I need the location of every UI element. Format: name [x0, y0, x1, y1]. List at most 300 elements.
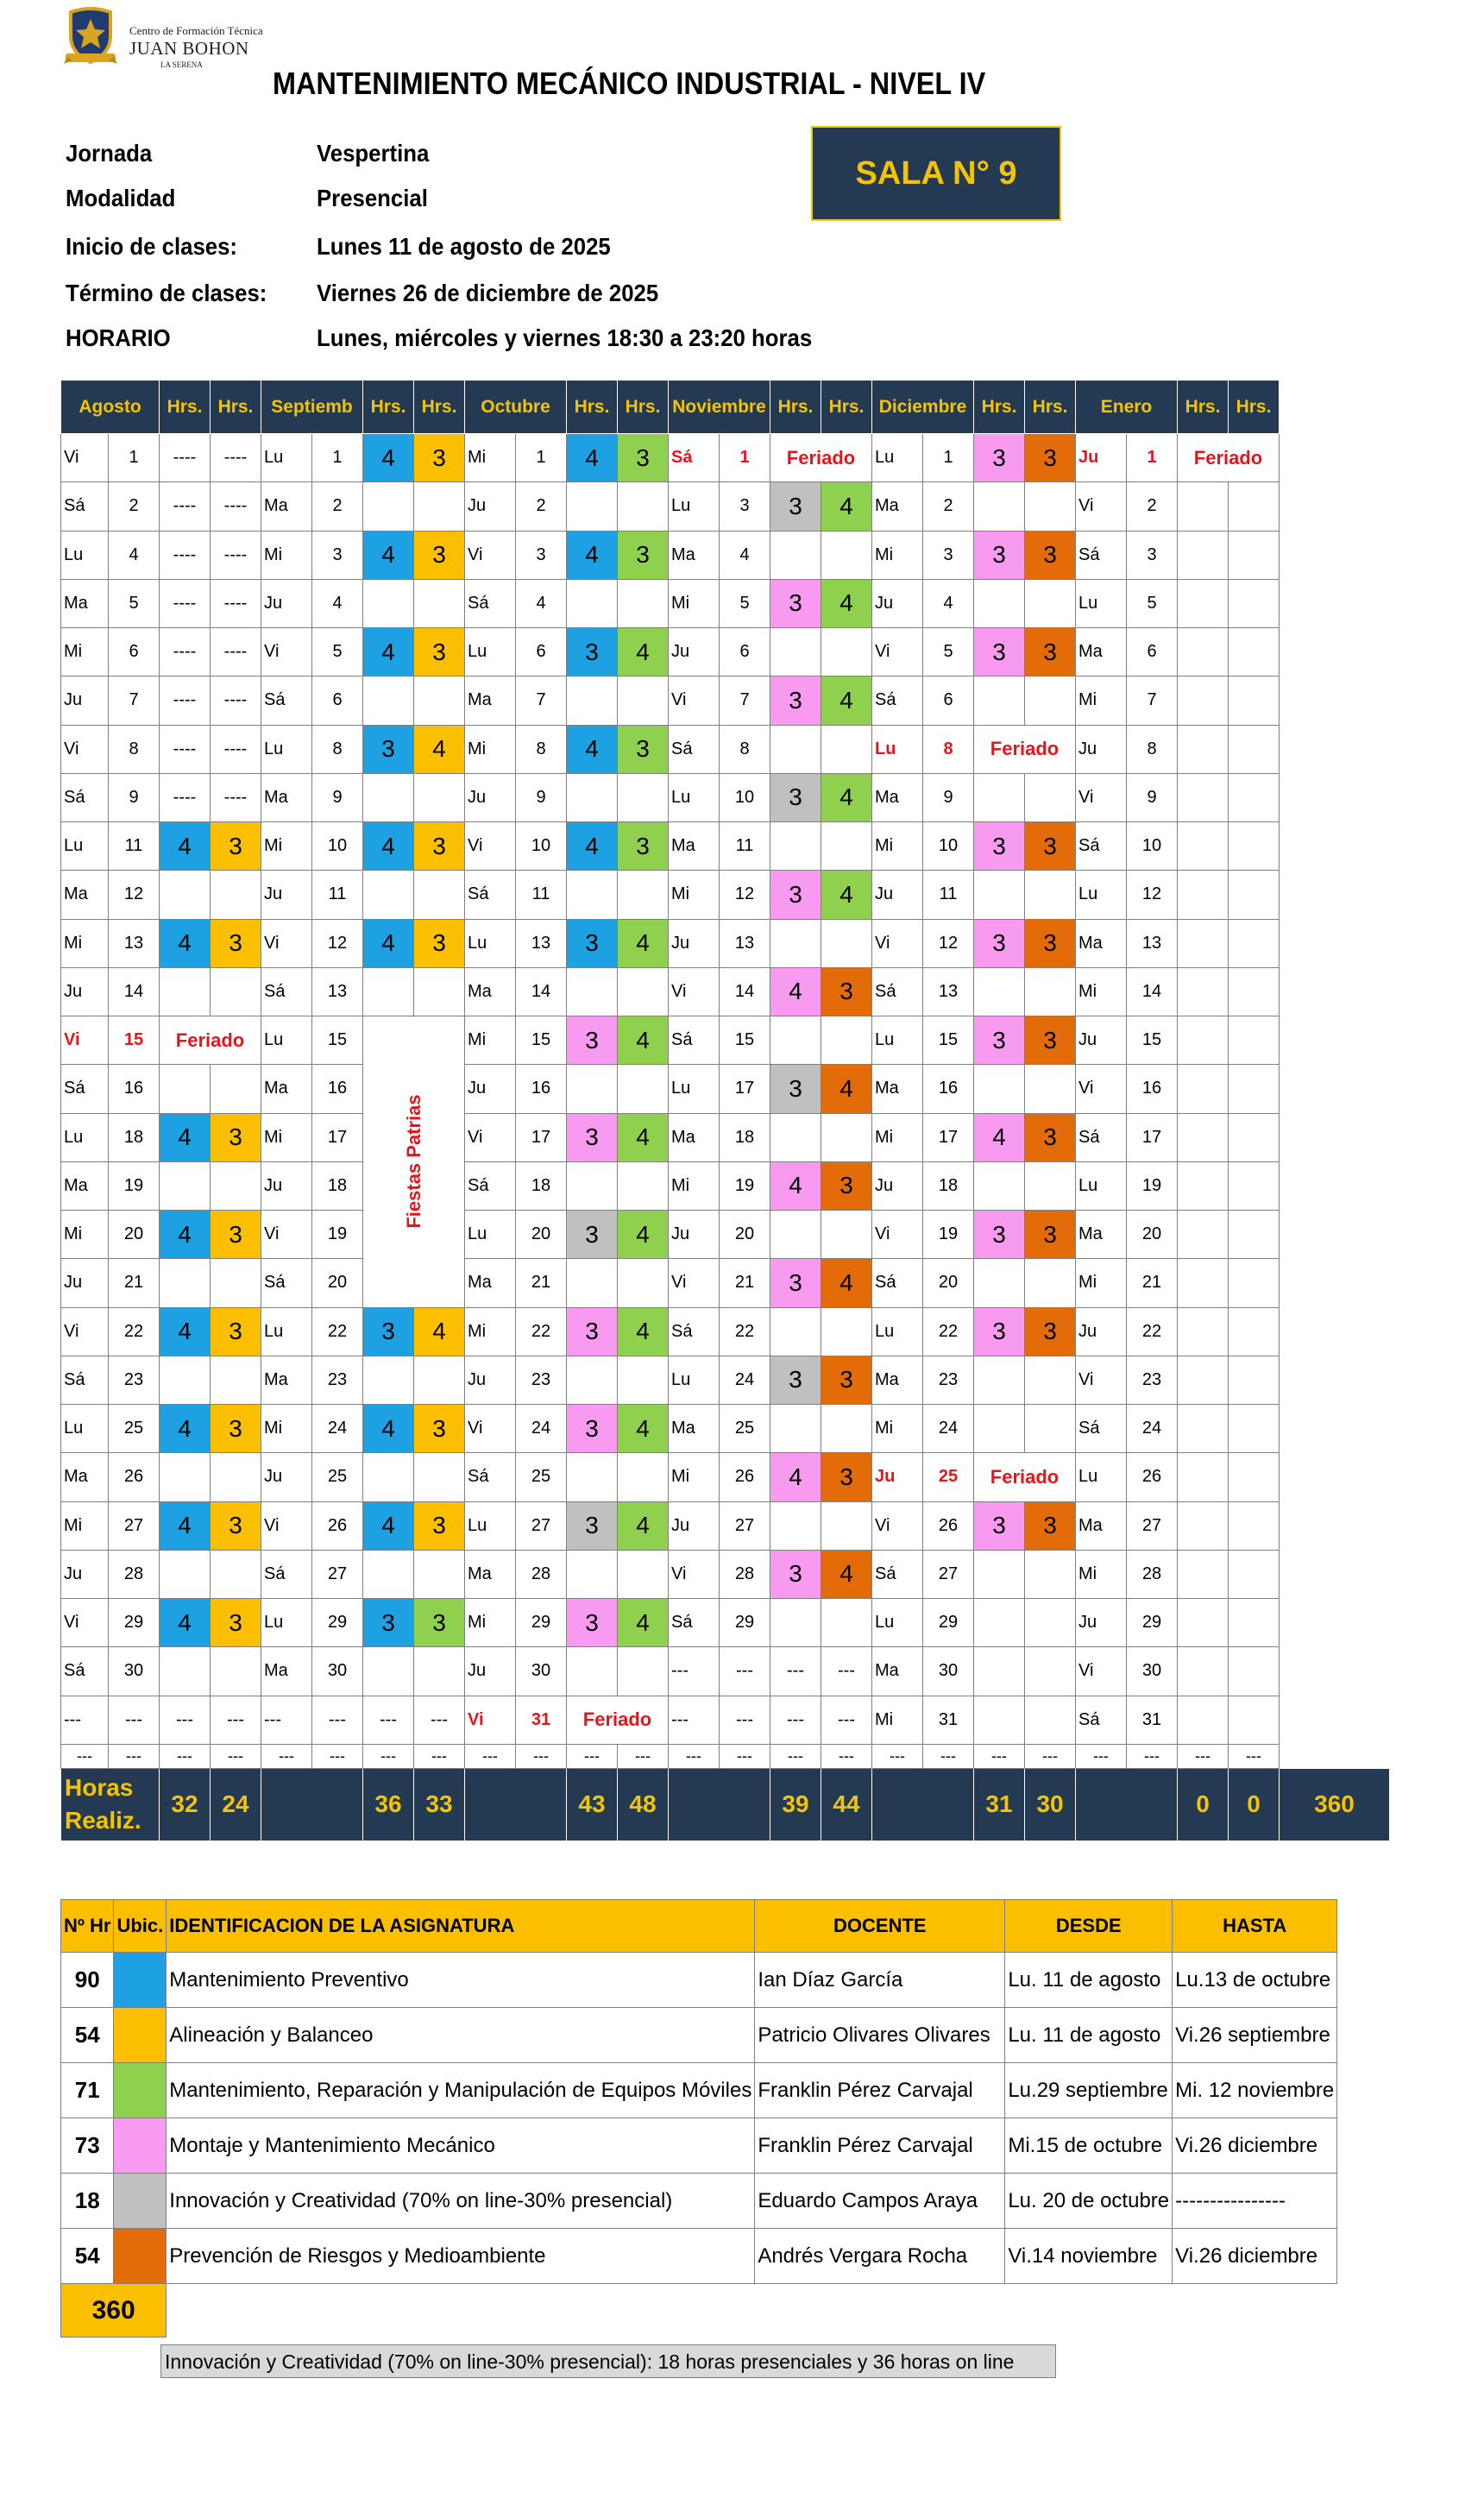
hours-cell: [821, 822, 872, 871]
day-number: 12: [923, 919, 974, 967]
day-number: 29: [720, 1599, 770, 1647]
day-name: Lu: [872, 1307, 923, 1356]
hours-cell: 3: [770, 676, 821, 725]
hours-cell: ----: [211, 579, 261, 627]
month-total-hours: 39: [770, 1768, 821, 1841]
day-number: 19: [109, 1161, 160, 1210]
dash-cell: ---: [770, 1744, 821, 1768]
day-number: 27: [923, 1550, 974, 1598]
dash-cell: ---: [516, 1744, 567, 1768]
day-number: 3: [516, 531, 567, 579]
day-name: Ma: [872, 482, 923, 531]
dash-cell: ---: [160, 1744, 211, 1768]
hours-cell: [1025, 1161, 1076, 1210]
hours-cell: 4: [770, 967, 821, 1016]
hours-cell: [1025, 1550, 1076, 1598]
fiestas-patrias-block: [363, 1016, 465, 1308]
footnote: Innovación y Creatividad (70% on line-30% presencial): 18 horas presenciales y 36 horas on line: [160, 2344, 1056, 2378]
hours-cell: [211, 871, 261, 919]
hours-cell: 3: [567, 628, 618, 676]
day-name: Mi: [669, 579, 720, 627]
info-label-horario: HORARIO: [66, 324, 171, 351]
day-name: Mi: [872, 531, 923, 579]
hours-cell: [1178, 871, 1229, 919]
day-number: 24: [312, 1405, 363, 1453]
day-number: 11: [923, 871, 974, 919]
hours-cell: [618, 676, 669, 725]
day-number: 17: [720, 1065, 770, 1113]
hours-header: Hrs.: [567, 381, 618, 434]
subject-row: [61, 1953, 1337, 2008]
day-number: 28: [1127, 1550, 1178, 1598]
info-label-modalidad: Modalidad: [66, 185, 176, 211]
dash-cell: ---: [872, 1744, 923, 1768]
hours-cell: ---: [770, 1647, 821, 1696]
hours-header: Hrs.: [211, 381, 261, 434]
hours-cell: 3: [1025, 1016, 1076, 1065]
day-number: 17: [516, 1113, 567, 1161]
hours-cell: [770, 1307, 821, 1356]
day-number: 22: [312, 1307, 363, 1356]
day-number: 12: [720, 871, 770, 919]
day-name: Ju: [669, 919, 720, 967]
hours-cell: [211, 1453, 261, 1501]
hours-cell: [1025, 1065, 1076, 1113]
hours-cell: ----: [211, 531, 261, 579]
day-number: 1: [923, 434, 974, 482]
hours-cell: [567, 1161, 618, 1210]
logo-line-3: LA SERENA: [160, 60, 203, 69]
subjects-header-subject: IDENTIFICACION DE LA ASIGNATURA: [167, 1900, 755, 1953]
subject-from: Lu. 11 de agosto: [1005, 1953, 1173, 2008]
hours-cell: 3: [414, 1405, 465, 1453]
day-number: 5: [312, 628, 363, 676]
day-name: Ma: [669, 1405, 720, 1453]
dash-cell: ---: [821, 1744, 872, 1768]
hours-cell: [1229, 1405, 1280, 1453]
hours-cell: [1178, 1696, 1229, 1744]
hours-cell: [618, 1259, 669, 1307]
subjects-header-teacher: DOCENTE: [755, 1900, 1005, 1953]
hours-cell: [1229, 1550, 1280, 1598]
hours-cell: [974, 579, 1025, 627]
hours-cell: [363, 1550, 414, 1598]
day-number: 29: [923, 1599, 974, 1647]
hours-cell: 3: [974, 531, 1025, 579]
hours-cell: [821, 1211, 872, 1259]
day-name: Sá: [872, 967, 923, 1016]
day-name: Lu: [261, 1016, 312, 1065]
hours-cell: [974, 967, 1025, 1016]
day-name: Ju: [1076, 1599, 1127, 1647]
subject-from: Vi.14 noviembre: [1005, 2229, 1173, 2284]
day-number: 22: [109, 1307, 160, 1356]
hours-cell: [1229, 531, 1280, 579]
hours-cell: 4: [618, 919, 669, 967]
day-number: 10: [1127, 822, 1178, 871]
hours-cell: [618, 482, 669, 531]
day-number: 18: [312, 1161, 363, 1210]
day-number: 16: [1127, 1065, 1178, 1113]
calendar-row: [61, 967, 1390, 1016]
day-name: Lu: [61, 1405, 109, 1453]
hours-cell: 3: [414, 919, 465, 967]
hours-cell: 4: [160, 1501, 211, 1550]
hours-cell: 4: [618, 1599, 669, 1647]
day-number: 6: [312, 676, 363, 725]
hours-cell: [1178, 482, 1229, 531]
hours-cell: [363, 1453, 414, 1501]
hours-cell: 4: [160, 919, 211, 967]
day-name: Ju: [1076, 1307, 1127, 1356]
hours-cell: ---: [211, 1696, 261, 1744]
hours-cell: [1025, 579, 1076, 627]
day-number: 25: [109, 1405, 160, 1453]
hours-cell: ----: [211, 725, 261, 773]
hours-cell: [1229, 1259, 1280, 1307]
day-name: Ma: [465, 1259, 516, 1307]
day-name: Mi: [669, 871, 720, 919]
day-name: Vi: [669, 1550, 720, 1598]
hours-cell: [1229, 1599, 1280, 1647]
hours-cell: 4: [567, 822, 618, 871]
hours-cell: 4: [160, 1405, 211, 1453]
hours-cell: 4: [821, 871, 872, 919]
hours-header: Hrs.: [1025, 381, 1076, 434]
hours-cell: [974, 1161, 1025, 1210]
day-name: Sá: [465, 871, 516, 919]
subject-to: Mi. 12 noviembre: [1173, 2063, 1337, 2118]
day-number: 20: [720, 1211, 770, 1259]
grand-total: 360: [1280, 1768, 1390, 1841]
hours-cell: [1178, 1356, 1229, 1404]
hours-header: Hrs.: [1229, 381, 1280, 434]
hours-cell: [1025, 1356, 1076, 1404]
hours-cell: 4: [974, 1113, 1025, 1161]
calendar-row: [61, 1550, 1390, 1598]
hours-cell: [770, 919, 821, 967]
day-number: 13: [516, 919, 567, 967]
hours-cell: 3: [567, 1113, 618, 1161]
hours-cell: [1025, 676, 1076, 725]
day-number: 27: [312, 1550, 363, 1598]
day-number: 8: [312, 725, 363, 773]
hours-cell: 3: [1025, 1211, 1076, 1259]
hours-cell: [1025, 1696, 1076, 1744]
hours-cell: 4: [363, 822, 414, 871]
day-number: 11: [109, 822, 160, 871]
dash-cell: ---: [211, 1744, 261, 1768]
holiday-label: Feriado: [1178, 434, 1280, 482]
day-name: Vi: [465, 1696, 516, 1744]
hours-cell: [414, 579, 465, 627]
day-name: Lu: [1076, 1161, 1127, 1210]
hours-cell: [211, 1647, 261, 1696]
day-number: 22: [1127, 1307, 1178, 1356]
hours-cell: [1229, 1453, 1280, 1501]
day-number: 9: [516, 773, 567, 821]
hours-cell: [1229, 871, 1280, 919]
day-number: 4: [720, 531, 770, 579]
hours-cell: ----: [160, 482, 211, 531]
hours-cell: 3: [1025, 628, 1076, 676]
day-number: 1: [109, 434, 160, 482]
day-name: Lu: [261, 1599, 312, 1647]
day-name: Mi: [261, 1405, 312, 1453]
totals-spacer: [465, 1768, 567, 1841]
day-name: Lu: [261, 434, 312, 482]
subjects-header-to: HASTA: [1173, 1900, 1337, 1953]
day-name: Vi: [872, 1501, 923, 1550]
day-name: Sá: [61, 1065, 109, 1113]
day-name: Lu: [669, 1356, 720, 1404]
hours-cell: [770, 1211, 821, 1259]
day-number: 5: [720, 579, 770, 627]
hours-cell: 4: [821, 1259, 872, 1307]
day-number: 28: [516, 1550, 567, 1598]
day-name: Ju: [465, 1065, 516, 1113]
hours-cell: [567, 773, 618, 821]
day-number: 31: [923, 1696, 974, 1744]
subjects-header-row: [61, 1900, 1337, 1953]
day-number: 11: [720, 822, 770, 871]
dash-cell: ---: [1076, 1744, 1127, 1768]
day-number: 6: [516, 628, 567, 676]
hours-cell: ---: [821, 1647, 872, 1696]
day-name: Vi: [1076, 773, 1127, 821]
hours-cell: [770, 1113, 821, 1161]
hours-header: Hrs.: [363, 381, 414, 434]
day-name: Vi: [669, 967, 720, 1016]
hours-cell: 3: [974, 1307, 1025, 1356]
subject-from: Lu. 11 de agosto: [1005, 2008, 1173, 2063]
month-total-hours: 30: [1025, 1768, 1076, 1841]
day-number: 2: [516, 482, 567, 531]
day-number: 3: [923, 531, 974, 579]
calendar-row: [61, 482, 1390, 531]
day-number: 17: [1127, 1113, 1178, 1161]
day-number: 21: [720, 1259, 770, 1307]
day-name: Vi: [465, 822, 516, 871]
day-name: Vi: [669, 676, 720, 725]
hours-cell: [160, 1065, 211, 1113]
calendar-table: [60, 380, 1390, 1841]
day-name: Mi: [1076, 1550, 1127, 1598]
dash-cell: ---: [1178, 1744, 1229, 1768]
hours-cell: [974, 1599, 1025, 1647]
hours-cell: [1025, 1647, 1076, 1696]
hours-cell: 3: [211, 1113, 261, 1161]
hours-cell: [363, 676, 414, 725]
hours-cell: 3: [770, 482, 821, 531]
day-name: Ma: [61, 1453, 109, 1501]
logo-line-1: Centro de Formación Técnica: [129, 24, 263, 37]
hours-cell: 3: [567, 1599, 618, 1647]
day-name: Mi: [261, 531, 312, 579]
hours-cell: [821, 1307, 872, 1356]
day-number: 27: [1127, 1501, 1178, 1550]
day-name: Ju: [261, 1161, 312, 1210]
day-number: 5: [109, 579, 160, 627]
day-number: 18: [109, 1113, 160, 1161]
day-number: 11: [516, 871, 567, 919]
hours-cell: [567, 1065, 618, 1113]
hours-cell: [160, 1259, 211, 1307]
hours-cell: 4: [770, 1453, 821, 1501]
day-number: 1: [720, 434, 770, 482]
day-number: 8: [1127, 725, 1178, 773]
day-name: Mi: [61, 919, 109, 967]
day-number: 31: [516, 1696, 567, 1744]
day-name: Ma: [261, 482, 312, 531]
dash-cell: ---: [1127, 1744, 1178, 1768]
hours-cell: [974, 1696, 1025, 1744]
crest-icon: [64, 7, 117, 67]
hours-cell: [414, 676, 465, 725]
subjects-table: [60, 1899, 1337, 2338]
hours-cell: [770, 1016, 821, 1065]
day-number: 20: [109, 1211, 160, 1259]
day-name: Ju: [261, 1453, 312, 1501]
hours-cell: 3: [974, 434, 1025, 482]
hours-cell: 4: [160, 1307, 211, 1356]
day-name: Lu: [669, 1065, 720, 1113]
hours-cell: [1229, 1647, 1280, 1696]
day-number: 31: [1127, 1696, 1178, 1744]
subject-color-swatch: [114, 2008, 167, 2063]
day-number: 9: [312, 773, 363, 821]
day-number: 14: [1127, 967, 1178, 1016]
day-number: 27: [720, 1501, 770, 1550]
hours-cell: [1025, 482, 1076, 531]
hours-cell: [211, 1356, 261, 1404]
hours-cell: 3: [974, 1501, 1025, 1550]
day-name: Ju: [669, 1501, 720, 1550]
day-name: Ma: [261, 773, 312, 821]
hours-cell: ----: [160, 628, 211, 676]
hours-cell: 4: [618, 1405, 669, 1453]
day-name: Ju: [261, 579, 312, 627]
hours-cell: 3: [567, 919, 618, 967]
day-number: 5: [1127, 579, 1178, 627]
day-number: 3: [720, 482, 770, 531]
dash-cell: ---: [61, 1744, 109, 1768]
dash-cell: ---: [669, 1744, 720, 1768]
hours-cell: [363, 1356, 414, 1404]
hours-cell: [770, 1599, 821, 1647]
day-number: 26: [720, 1453, 770, 1501]
holiday-label: Feriado: [974, 1453, 1076, 1501]
hours-cell: [974, 871, 1025, 919]
hours-cell: [567, 1259, 618, 1307]
hours-cell: [160, 1453, 211, 1501]
day-name: Mi: [465, 1307, 516, 1356]
day-name: Ma: [669, 822, 720, 871]
hours-cell: 4: [160, 1599, 211, 1647]
day-name: Sá: [261, 676, 312, 725]
day-name: Lu: [1076, 579, 1127, 627]
page-title: MANTENIMIENTO MECÁNICO INDUSTRIAL - NIVEL IV: [273, 66, 986, 101]
day-number: 7: [109, 676, 160, 725]
day-number: 18: [720, 1113, 770, 1161]
day-name: Sá: [1076, 1405, 1127, 1453]
day-number: 25: [923, 1453, 974, 1501]
hours-cell: [821, 1599, 872, 1647]
hours-cell: 4: [821, 773, 872, 821]
hours-cell: [1178, 531, 1229, 579]
hours-cell: [160, 871, 211, 919]
dash-cell: ---: [465, 1744, 516, 1768]
hours-header: Hrs.: [974, 381, 1025, 434]
hours-cell: [1178, 822, 1229, 871]
dash-cell: ---: [109, 1744, 160, 1768]
day-name: Lu: [1076, 1453, 1127, 1501]
subjects-total-row: [61, 2284, 1337, 2338]
subject-to: Vi.26 diciembre: [1173, 2118, 1337, 2174]
hours-header: Hrs.: [414, 381, 465, 434]
hours-cell: [567, 676, 618, 725]
day-number: 25: [720, 1405, 770, 1453]
subject-teacher: Franklin Pérez Carvajal: [755, 2118, 1005, 2174]
calendar-row: [61, 531, 1390, 579]
dash-cell: ---: [414, 1744, 465, 1768]
day-number: 25: [312, 1453, 363, 1501]
day-number: 10: [720, 773, 770, 821]
day-name: Mi: [1076, 1259, 1127, 1307]
day-number: 7: [720, 676, 770, 725]
hours-cell: 3: [1025, 1501, 1076, 1550]
day-number: 21: [516, 1259, 567, 1307]
hours-cell: [1178, 1113, 1229, 1161]
day-number: 19: [1127, 1161, 1178, 1210]
hours-cell: 3: [211, 1211, 261, 1259]
day-number: 24: [923, 1405, 974, 1453]
hours-cell: 3: [414, 531, 465, 579]
hours-header: Hrs.: [770, 381, 821, 434]
month-header: Octubre: [465, 381, 567, 434]
dash-cell: ---: [720, 1744, 770, 1768]
day-number: ---: [720, 1696, 770, 1744]
day-number: 17: [923, 1113, 974, 1161]
hours-cell: 3: [363, 1307, 414, 1356]
day-number: ---: [109, 1696, 160, 1744]
hours-cell: [1178, 1065, 1229, 1113]
hours-cell: 3: [770, 1259, 821, 1307]
hours-cell: 3: [770, 1550, 821, 1598]
hours-cell: ----: [160, 725, 211, 773]
hours-header: Hrs.: [1178, 381, 1229, 434]
day-number: 12: [109, 871, 160, 919]
day-name: Vi: [61, 725, 109, 773]
day-name: Ju: [465, 773, 516, 821]
subject-teacher: Franklin Pérez Carvajal: [755, 2063, 1005, 2118]
day-name: Sá: [261, 967, 312, 1016]
hours-cell: 3: [414, 1501, 465, 1550]
subject-row: [61, 2063, 1337, 2118]
month-total-hours: 24: [211, 1768, 261, 1841]
hours-cell: [1178, 1259, 1229, 1307]
subject-name: Montaje y Mantenimiento Mecánico: [167, 2118, 755, 2174]
hours-cell: [160, 1356, 211, 1404]
day-name: Mi: [465, 434, 516, 482]
hours-cell: 3: [1025, 531, 1076, 579]
hours-cell: 4: [363, 628, 414, 676]
day-name: Mi: [61, 1501, 109, 1550]
hours-cell: [1178, 1599, 1229, 1647]
day-number: 27: [516, 1501, 567, 1550]
hours-cell: 3: [974, 1211, 1025, 1259]
day-name: Ma: [872, 1065, 923, 1113]
